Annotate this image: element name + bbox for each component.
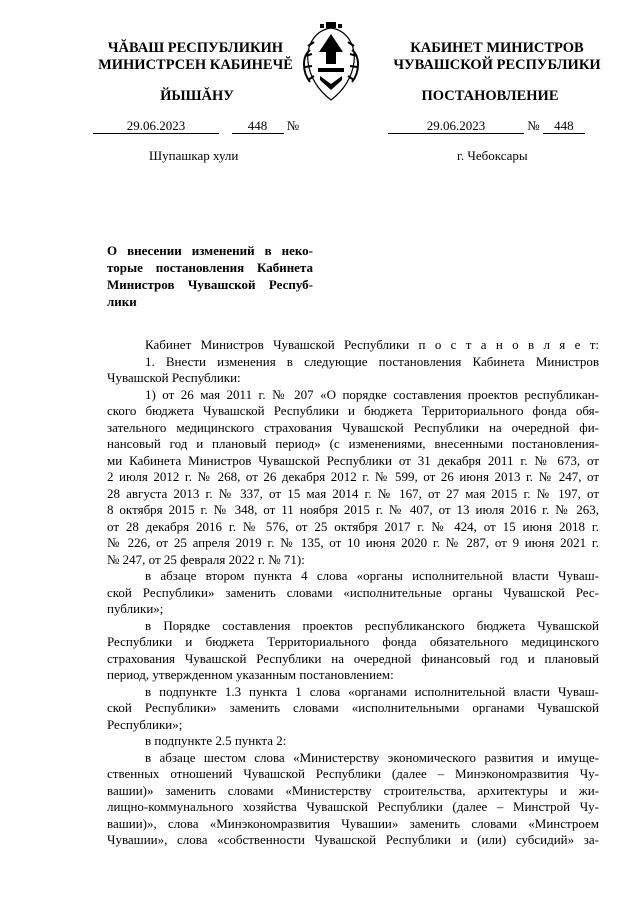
number-line-right — [388, 118, 585, 134]
body-line: в подпункте 2.5 пункта 2: — [145, 733, 287, 748]
body-line: нансовый год и плановый период» (с изменениями, внесенными постановления- — [107, 436, 599, 451]
number-right: 448 — [543, 119, 585, 134]
date-left: 29.06.2023 — [93, 119, 219, 134]
place-left: Шупашкар хули — [149, 148, 239, 163]
header-right-line2: ЧУВАШСКОЙ РЕСПУБЛИКИ — [393, 57, 601, 73]
body-line: вашии)» заменить словами «Министерству строительства, архитектуры и жи- — [107, 782, 599, 798]
body-line: 1. Внести изменения в следующие постановления Кабинета Министров — [145, 353, 599, 369]
title-line: торые постановления Кабинета — [107, 260, 313, 275]
body-line: № 247, от 25 февраля 2022 г. № 71): — [107, 551, 305, 567]
body-line: ми Кабинета Министров Чувашской Республики от 31 декабря 2011 г. № 673, от — [107, 452, 599, 468]
doctype-right: ПОСТАНОВЛЕНИЕ — [421, 88, 559, 104]
body-line: Кабинет Министров Чувашской Республики п о с т а н о в л я е т: — [145, 337, 599, 352]
body-line: ской Республики» заменить словами «исполнительными органами Чувашской — [107, 700, 599, 715]
body-line: ственных отношений Чувашской Республики (далее – Минэкономразвития Чу- — [107, 766, 599, 781]
place-right: г. Чебоксары — [457, 148, 528, 163]
body-line: лищно-коммунального хозяйства Чувашской Республики (далее – Минстрой Чу- — [107, 799, 599, 814]
document-body — [107, 337, 599, 849]
body-line: в абзаце шестом слова «Министерству экономического развития и имуще- — [145, 749, 599, 765]
body-line: публики»; — [107, 601, 164, 616]
body-line: в абзаце втором пункта 4 слова «органы исполнительной власти Чуваш- — [145, 568, 599, 583]
body-line: от 28 декабря 2016 г. № 576, от 25 октября 2017 г. № 424, от 15 июня 2018 г. — [107, 518, 599, 534]
body-line: 28 августа 2013 г. № 337, от 15 мая 2014 г. № 167, от 27 мая 2015 г. № 197, от — [107, 485, 599, 501]
body-line: Республики»; — [107, 716, 183, 732]
body-line: 1) от 26 мая 2011 г. № 207 «О порядке составления проектов республикан- — [145, 386, 599, 402]
body-line: в Порядке составления проектов республиканского бюджета Чувашской — [145, 617, 599, 633]
title-line: Министров Чувашской Респуб- — [107, 277, 313, 292]
body-line: 2 июля 2012 г. № 268, от 26 декабря 2012 г. № 599, от 26 июня 2013 г. № 247, от — [107, 469, 599, 484]
body-line: № 226, от 25 апреля 2019 г. № 135, от 10 июня 2020 г. № 287, от 9 июня 2021 г. — [107, 535, 599, 550]
header-left — [88, 40, 303, 74]
header-left-line2: МИНИСТРСЕН КАБИНЕЧĔ — [98, 57, 293, 73]
doctype-left: ЙЫШĂНУ — [160, 88, 234, 104]
number-sign-right: № — [527, 118, 540, 133]
header-left-line1: ЧĂВАШ РЕСПУБЛИКИН — [107, 40, 284, 56]
body-line: ского бюджета Чувашской Республики и бюджета Территориального фонда обя- — [107, 403, 599, 418]
header-right — [392, 40, 602, 74]
body-line: зательного медицинского страхования Чувашской Республики на очередной фи- — [107, 419, 599, 435]
date-right: 29.06.2023 — [388, 119, 524, 134]
body-line: страхования Чувашской Республики на очередной финансовый год и плановый — [107, 650, 599, 666]
body-line: Чувашской Республики: — [107, 370, 241, 385]
title-line: лики — [107, 294, 137, 309]
body-line: 8 октября 2015 г. № 348, от 11 ноября 2015 г. № 407, от 13 июля 2016 г. № 263, — [107, 502, 599, 517]
body-line: Республики и бюджета Территориального фонда обязательного медицинского — [107, 634, 599, 649]
number-line-left — [93, 118, 299, 134]
number-sign-left: № — [286, 118, 300, 133]
body-line: ской Республики» заменить словами «исполнительные органы Чувашской Рес- — [107, 584, 599, 600]
body-line: Чувашии», слова «собственности Чувашской Республики и (или) субсидий» за- — [107, 832, 599, 847]
body-line: вашии)», слова «Минэкономразвития Чувашии» заменить словами «Минстроем — [107, 815, 599, 831]
number-left: 448 — [232, 119, 284, 134]
title-line: О внесении изменений в неко- — [107, 243, 313, 258]
coat-of-arms-emblem — [296, 20, 366, 106]
body-line: период, утвержденном указанным постановлением: — [107, 667, 394, 682]
body-line: в подпункте 1.3 пункта 1 слова «органами исполнительной власти Чуваш- — [145, 683, 599, 699]
document-title — [107, 242, 313, 310]
header-right-line1: КАБИНЕТ МИНИСТРОВ — [410, 40, 584, 56]
